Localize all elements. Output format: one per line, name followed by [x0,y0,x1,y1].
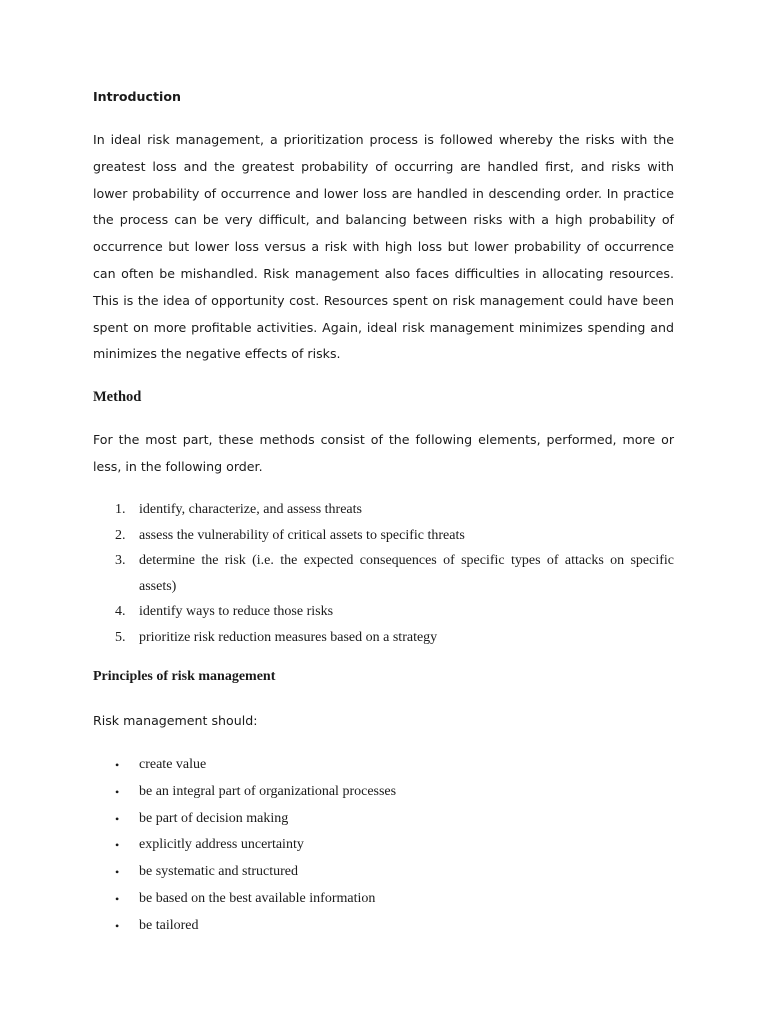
bullet-icon: • [115,758,120,772]
list-item [93,523,674,549]
bullet-icon: • [115,918,120,933]
list-item-text: be tailored [139,917,199,933]
list-item [93,913,674,940]
list-number: 3. [115,553,126,568]
list-item-text: be based on the best available information [139,890,376,906]
method-steps-list [93,497,674,650]
bullet-icon: • [115,891,120,906]
introduction-paragraph: In ideal risk management, a prioritization process is followed whereby the risks with the greatest loss and the greatest probability of occurring are handled first, and risks with lower probability of occurrence and lower loss are handled in descending order. In practice the process can be very difficult, and balancing between risks with a high probability of occurrence but lower loss versus a risk with high loss but lower probability of occurrence can often be mishandled. Risk management also faces difficulties in allocating resources. This is the idea of opportunity cost. Resources spent on risk management could have been spent on more profitable activities. Again, ideal risk management minimizes spending and minimizes the negative effects of risks. [93,132,674,362]
list-number: 5. [115,629,126,645]
list-item-text: explicitly address uncertainty [139,837,304,853]
list-item-text: assess the vulnerability of critical assets to specific threats [139,527,465,543]
list-item [93,548,674,599]
list-item-text: create value [139,757,207,772]
principles-intro: Risk management should: [93,713,258,728]
list-item [93,497,674,523]
list-item [93,779,674,806]
list-item [93,599,674,625]
list-item [93,625,674,651]
list-item [93,886,674,913]
list-item [93,806,674,833]
bullet-icon: • [115,865,120,880]
introduction-heading: Introduction [93,89,181,104]
principles-list [93,752,674,940]
list-item-text: determine the risk (i.e. the expected consequences of specific types of attacks on specific assets) [139,553,674,594]
list-item [93,859,674,886]
list-item-text: be part of decision making [139,810,289,826]
method-paragraph: For the most part, these methods consist of the following elements, performed, more or less, in the following order. [93,432,674,474]
list-item [93,832,674,859]
list-number: 2. [115,527,126,543]
bullet-icon: • [115,838,120,853]
list-item-text: identify ways to reduce those risks [139,604,334,619]
list-number: 1. [115,502,126,517]
list-item [93,752,674,779]
bullet-icon: • [115,811,120,826]
list-item-text: be systematic and structured [139,864,299,880]
list-item-text: prioritize risk reduction measures based on a strategy [139,629,438,645]
list-item-text: be an integral part of organizational processes [139,783,397,799]
method-heading: Method [93,389,142,405]
list-item-text: identify, characterize, and assess threats [139,502,362,517]
principles-heading: Principles of risk management [93,669,276,684]
list-number: 4. [115,604,126,619]
bullet-icon: • [115,784,120,799]
